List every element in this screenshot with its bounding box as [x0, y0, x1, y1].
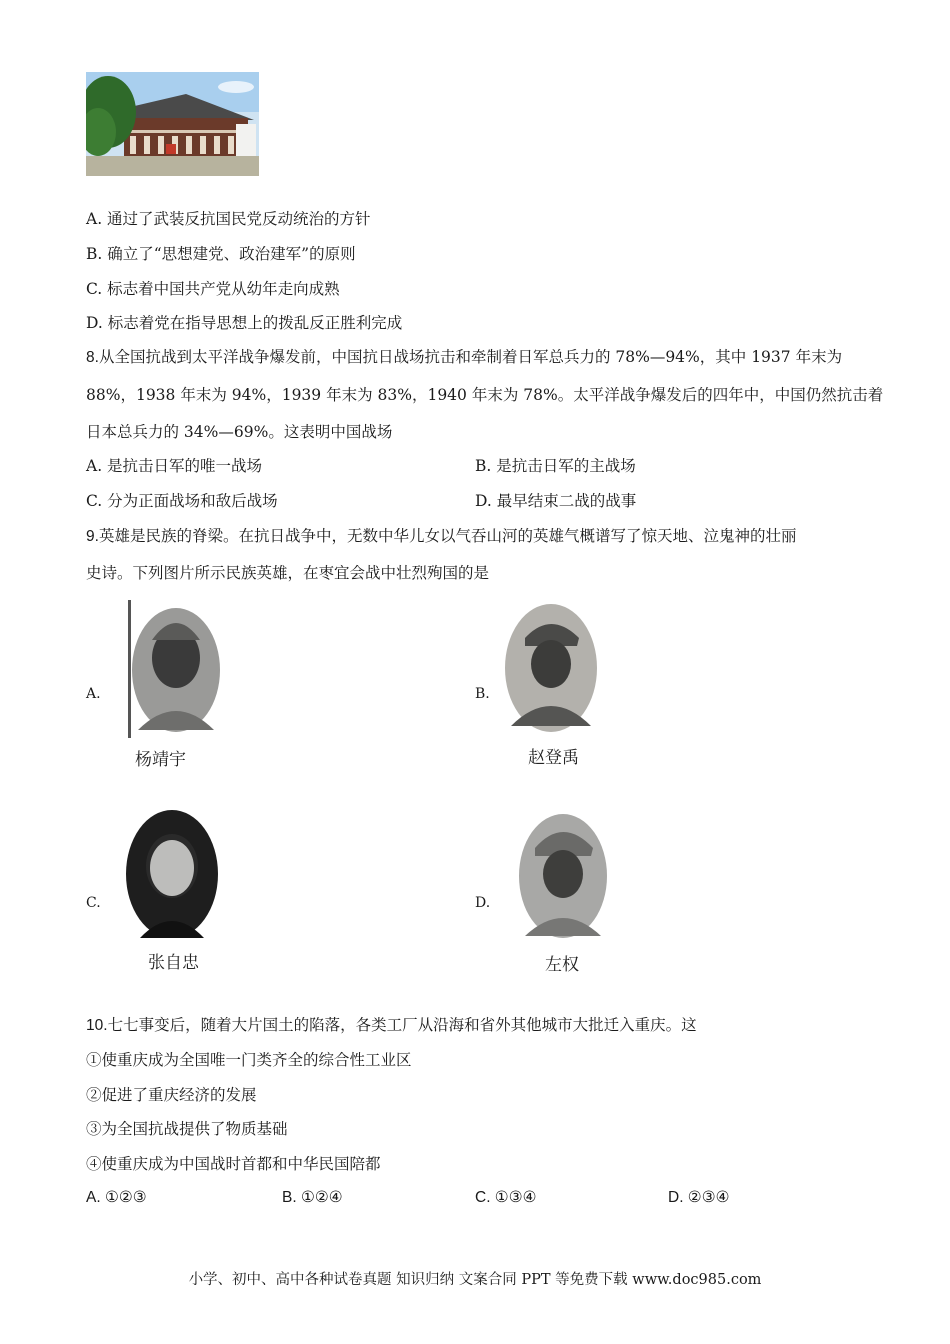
portrait-c-image[interactable] — [124, 808, 220, 940]
page-footer: 小学、初中、高中各种试卷真题 知识归纳 文案合同 PPT 等免费下载 www.doc985.com — [188, 1272, 762, 1288]
portrait-b-image[interactable] — [503, 602, 599, 734]
q7-option-d[interactable]: D. 标志着党在指导思想上的拨乱反正胜利完成 — [86, 314, 403, 332]
q10-option-d[interactable]: D. ②③④ — [668, 1189, 730, 1206]
q10-number: 10. — [86, 1017, 108, 1034]
q10-option-b[interactable]: B. ①②④ — [282, 1189, 343, 1206]
q8-stem-line-1: 8.从全国抗战到太平洋战争爆发前，中国抗日战场抗击和牵制着日军总兵力的 78%—94%，其中 1937 年末为 — [86, 348, 843, 366]
portrait-b-name: 赵登禹 — [528, 748, 579, 768]
q10-option-c[interactable]: C. ①③④ — [475, 1189, 537, 1206]
q8-stem-line-2: 88%，1938 年末为 94%，1939 年末为 83%，1940 年末为 78%。太平洋战争爆发后的四年中，中国仍然抗击着 — [86, 386, 884, 404]
q8-option-c[interactable]: C. 分为正面战场和敌后战场 — [86, 492, 278, 510]
portrait-a-name: 杨靖宇 — [135, 750, 186, 770]
q10-item-2: ②促进了重庆经济的发展 — [86, 1086, 257, 1104]
q8-stem-line-3: 日本总兵力的 34%—69%。这表明中国战场 — [86, 423, 393, 441]
q10-option-a[interactable]: A. ①②③ — [86, 1189, 147, 1206]
q9-option-d-letter[interactable]: D. — [475, 895, 491, 911]
q8-option-a[interactable]: A. 是抗击日军的唯一战场 — [86, 457, 263, 475]
portrait-c-name: 张自忠 — [148, 953, 199, 973]
portrait-a-image[interactable] — [128, 600, 224, 738]
q9-stem-line-2: 史诗。下列图片所示民族英雄，在枣宜会战中壮烈殉国的是 — [86, 564, 490, 582]
q10-item-4: ④使重庆成为中国战时首都和中华民国陪都 — [86, 1155, 381, 1173]
q8-number: 8. — [86, 349, 99, 366]
building-photo — [86, 72, 259, 176]
portrait-d-image[interactable] — [515, 810, 611, 942]
q7-option-c[interactable]: C. 标志着中国共产党从幼年走向成熟 — [86, 280, 340, 298]
q9-option-b-letter[interactable]: B. — [475, 686, 490, 702]
q9-stem-line-1: 9.英雄是民族的脊梁。在抗日战争中，无数中华儿女以气吞山河的英雄气概谱写了惊天地、泣鬼神的壮丽 — [86, 527, 797, 545]
q9-option-c-letter[interactable]: C. — [86, 895, 101, 911]
q10-stem: 10.七七事变后，随着大片国土的陷落，各类工厂从沿海和省外其他城市大批迁入重庆。这 — [86, 1016, 697, 1034]
q9-number: 9. — [86, 528, 99, 545]
q7-option-b[interactable]: B. 确立了“思想建党、政治建军”的原则 — [86, 245, 356, 263]
q7-option-a[interactable]: A. 通过了武装反抗国民党反动统治的方针 — [86, 210, 371, 228]
q10-item-3: ③为全国抗战提供了物质基础 — [86, 1120, 288, 1138]
q9-option-a-letter[interactable]: A. — [86, 686, 101, 702]
q8-option-b[interactable]: B. 是抗击日军的主战场 — [475, 457, 636, 475]
q8-option-d[interactable]: D. 最早结束二战的战事 — [475, 492, 637, 510]
q10-item-1: ①使重庆成为全国唯一门类齐全的综合性工业区 — [86, 1051, 412, 1069]
portrait-d-name: 左权 — [545, 955, 579, 975]
